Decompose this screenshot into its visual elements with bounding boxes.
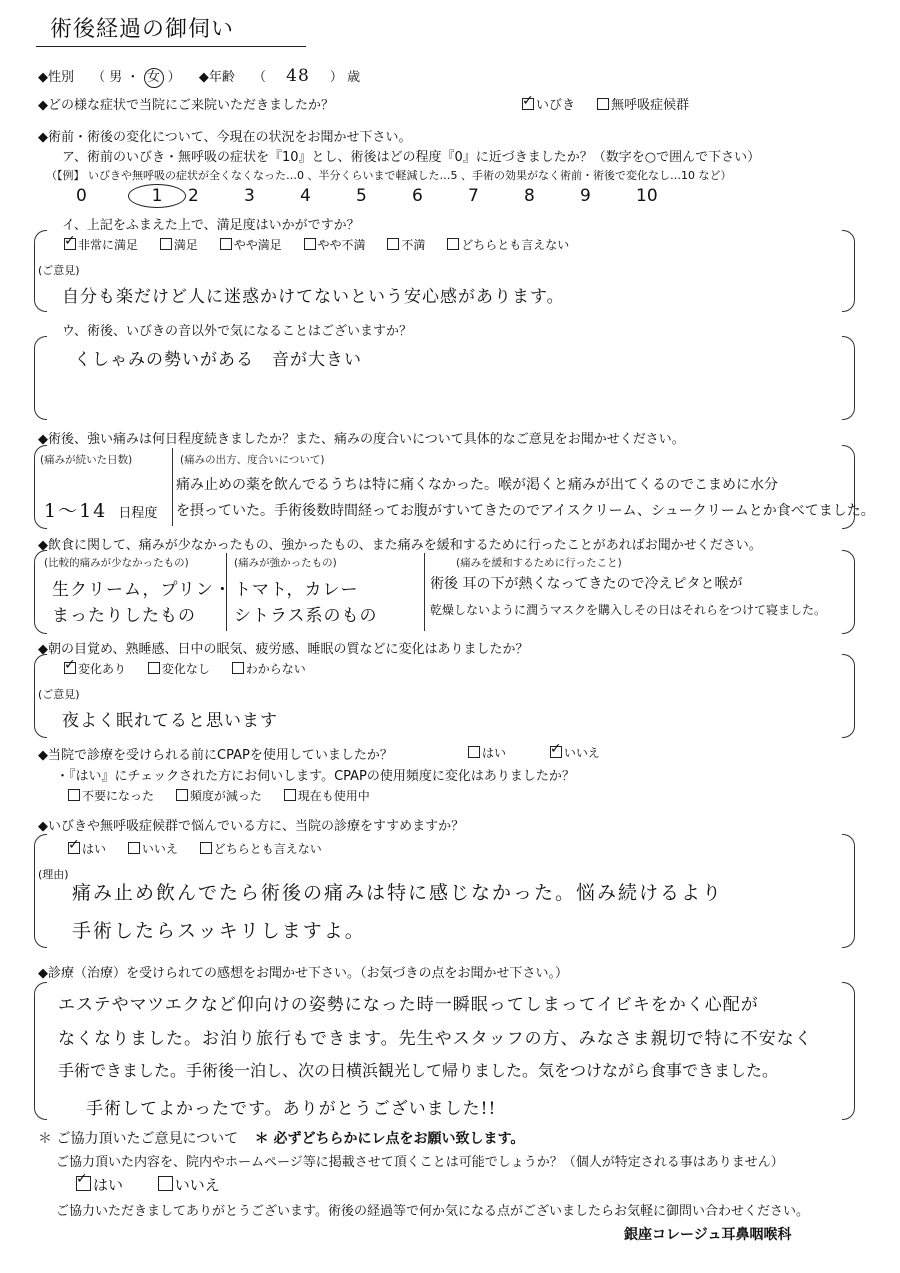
title-underline: [36, 46, 306, 47]
checkbox-somewhat-dissatisfied[interactable]: [304, 238, 316, 250]
change-question: ◆術前・術後の変化について、今現在の状況をお聞かせ下さい。: [38, 130, 412, 145]
age-label: ◆年齢: [198, 70, 235, 85]
footer-thanks: ご協力いただきましてありがとうございます。術後の経過等で何か気になる点がございましたらお気軽に御問い合わせください。: [56, 1204, 809, 1219]
recommend-reason-2[interactable]: 手術したらスッキリしますよ。: [72, 920, 366, 942]
impression-question: ◆診療（治療）を受けられての感想をお聞かせ下さい。（お気づきの点をお聞かせ下さい。）: [38, 966, 568, 981]
impression-line-2[interactable]: なくなりました。お泊り旅行もできます。先生やスタッフの方、みなさま親切で特に不安なく: [58, 1029, 813, 1049]
scale-3[interactable]: 3: [244, 186, 255, 206]
pain-days-unit: 日程度: [118, 506, 158, 521]
checkbox-ibiki[interactable]: [522, 98, 534, 110]
improvement-scale[interactable]: [76, 184, 692, 208]
sex-label: ◆性別: [38, 70, 74, 85]
checkbox-satisfied[interactable]: [160, 238, 172, 250]
checkbox-still-using[interactable]: [284, 789, 296, 801]
recommend-reason-1[interactable]: 痛み止め飲んでたら術後の痛みは特に感じなかった。悩み続けるより: [72, 882, 724, 904]
food-divider-2: [424, 553, 425, 631]
pain-detail-1[interactable]: 痛み止めの薬を飲んでるうちは特に痛くなかった。喉が渇くと痛みが出てくるのでこまめに水分: [176, 477, 778, 493]
morning-question: ◆朝の目覚め、熟睡感、日中の眠気、疲労感、睡眠の質などに変化はありましたか？: [38, 642, 529, 657]
pain-days-label: (痛みが続いた日数): [40, 454, 133, 466]
checkbox-changed[interactable]: [64, 662, 76, 674]
sex-row: ◆性別 （ 男 ・ 女 ） ◆年齢 （ 48 ） 歳: [38, 66, 361, 86]
footer-note-2: ＊ 必ずどちらかにレ点をお願い致します。: [254, 1131, 525, 1147]
impression-line-4[interactable]: 手術してよかったです。ありがとうございました!!: [86, 1099, 497, 1119]
checkbox-cpap-yes[interactable]: [468, 746, 480, 758]
food-col1-line1[interactable]: 生クリーム，プリン・: [52, 580, 232, 600]
option-apnea: 無呼吸症候群: [611, 98, 690, 113]
scale-0[interactable]: 0: [76, 186, 87, 206]
recommend-box-right: [842, 834, 855, 948]
impression-line-1[interactable]: エステやマツエクなど仰向けの姿勢になった時一瞬眠ってしまってイビキをかく心配が: [58, 995, 759, 1015]
food-box-right: [842, 550, 855, 634]
scale-1[interactable]: 1: [132, 184, 188, 208]
checkbox-consent-no[interactable]: [158, 1176, 173, 1191]
scale-7[interactable]: 7: [468, 186, 479, 206]
symptom-question: ◆どの様な症状で当院にご来院いただきましたか？: [38, 98, 334, 113]
food-col2-label: (痛みが強かったもの): [234, 557, 337, 569]
scale-10[interactable]: 10: [636, 186, 658, 206]
other-box-right: [842, 336, 855, 420]
food-col3-label: (痛みを緩和するために行ったこと): [456, 557, 622, 569]
pain-days: [44, 496, 157, 523]
pain-detail-label: (痛みの出方、度合いについて): [180, 454, 325, 466]
satisfaction-opinion[interactable]: 自分も楽だけど人に迷惑かけてないという安心感があります。: [62, 287, 565, 307]
impression-line-3[interactable]: 手術できました。手術後一泊し、次の日横浜観光して帰りました。気をつけながら食事できました。: [58, 1061, 779, 1080]
cpap-sub-options: 不要になった 頻度が減った 現在も使用中: [68, 787, 388, 804]
other-box-left: [34, 336, 47, 420]
impression-box-left: [34, 982, 47, 1120]
other-question: ウ、術後、いびきの音以外で気になることはございますか？: [62, 324, 412, 339]
satisfaction-options: ✓非常に満足 満足 やや満足 やや不満 不満 どちらとも言えない: [64, 236, 587, 253]
checkbox-cpap-no[interactable]: [550, 746, 562, 758]
cpap-options: はい ✓ いいえ: [468, 744, 618, 761]
satisfaction-box-right: [842, 230, 855, 312]
change-example: （【例】 いびきや無呼吸の症状が全くなくなった…0 、半分くらいまで軽減した…5 、手術の効果がなく術前・術後で変化なし…10 など）: [46, 169, 732, 182]
checkbox-apnea[interactable]: [597, 98, 609, 110]
food-col2-line2[interactable]: シトラス系のもの: [234, 606, 378, 626]
scale-8[interactable]: 8: [524, 186, 535, 206]
age-unit: 歳: [347, 70, 361, 85]
recommend-box-left: [34, 834, 47, 948]
food-col1-line2[interactable]: まったりしたもの: [52, 606, 196, 626]
scale-2[interactable]: 2: [188, 186, 199, 206]
checkbox-no-longer-needed[interactable]: [68, 789, 80, 801]
scale-4[interactable]: 4: [300, 186, 311, 206]
recommend-reason-label: (理由): [38, 868, 69, 881]
checkbox-recommend-yes[interactable]: [68, 842, 80, 854]
food-col3-line1[interactable]: 術後 耳の下が熱くなってきたので冷えピタと喉が: [430, 576, 743, 592]
footer-notes: [38, 1128, 524, 1148]
recommend-options: ✓はい いいえ どちらとも言えない: [68, 840, 340, 857]
morning-opinion-label: (ご意見): [38, 688, 80, 701]
pain-question: ◆術後、強い痛みは何日程度続きましたか？また、痛みの度合いについて具体的なご意見をお聞かせください。: [38, 432, 685, 447]
age-value[interactable]: 48: [286, 66, 310, 86]
food-col3-line2[interactable]: 乾燥しないように潤うマスクを購入しその日はそれらをつけて寝ました。: [430, 603, 827, 617]
food-col2-line1[interactable]: トマト，カレー: [234, 580, 359, 600]
food-col1-label: (比較的痛みが少なかったもの): [44, 557, 189, 569]
pain-detail-2[interactable]: を摂っていた。手術後数時間経ってお腹がすいてきたのでアイスクリーム、シュークリームとか食べてました。: [176, 503, 875, 519]
change-sub-a: ア、術前のいびき・無呼吸の症状を『10』とし、術後はどの程度『0』に近づきましたか？（数字を○で囲んで下さい）: [62, 150, 761, 165]
cpap-sub-question: ・『はい』にチェックされた方にお伺いします。CPAPの使用頻度に変化はありましたか？: [56, 769, 575, 784]
recommend-question: ◆いびきや無呼吸症候群で悩んでいる方に、当院の診療をすすめますか？: [38, 819, 465, 834]
checkbox-less-frequent[interactable]: [176, 789, 188, 801]
clinic-name: 銀座コレージュ耳鼻咽喉科: [624, 1227, 792, 1243]
checkbox-very-satisfied[interactable]: [64, 238, 76, 250]
cpap-question: ◆当院で診療を受けられる前にCPAPを使用していましたか？: [38, 748, 393, 763]
pain-divider: [172, 448, 173, 526]
satisfaction-question: イ、上記をふまえた上で、満足度はいかがですか？: [62, 218, 360, 233]
checkbox-dissatisfied[interactable]: [387, 238, 399, 250]
food-question: ◆飲食に関して、痛みが少なかったもの、強かったもの、また痛みを緩和するために行ったことがあればお聞かせください。: [38, 538, 762, 553]
checkbox-neither[interactable]: [447, 238, 459, 250]
morning-options: ✓変化あり 変化なし わからない: [64, 660, 324, 677]
satisfaction-opinion-label: (ご意見): [38, 264, 80, 277]
symptom-options: [522, 94, 707, 113]
checkbox-consent-yes[interactable]: [76, 1176, 91, 1191]
pain-days-value[interactable]: 1〜14: [44, 500, 108, 522]
checkbox-recommend-no[interactable]: [128, 842, 140, 854]
scale-9[interactable]: 9: [580, 186, 591, 206]
sex-value: （ 男 ・ 女 ）: [92, 70, 181, 85]
footer-consent: ご協力頂いた内容を、院内やホームページ等に掲載させて頂くことは可能でしょうか？（個人が特定される事はありません）: [56, 1155, 784, 1170]
checkbox-recommend-neither[interactable]: [200, 842, 212, 854]
page-title: 術後経過の御伺い: [50, 17, 235, 42]
morning-box-right: [842, 654, 855, 738]
footer-consent-options: ✓はい いいえ: [76, 1174, 238, 1195]
morning-opinion[interactable]: 夜よく眠れてると思います: [62, 711, 278, 731]
other-answer[interactable]: くしゃみの勢いがある 音が大きい: [74, 350, 362, 370]
scale-6[interactable]: 6: [412, 186, 423, 206]
checkbox-somewhat-satisfied[interactable]: [220, 238, 232, 250]
checkbox-unchanged[interactable]: [148, 662, 160, 674]
sex-selected[interactable]: 女: [144, 68, 164, 88]
option-ibiki: いびき: [536, 98, 576, 113]
footer-note-1: ＊ ご協力頂いたご意見について: [38, 1131, 239, 1147]
scale-5[interactable]: 5: [356, 186, 367, 206]
impression-box-right: [842, 982, 855, 1120]
checkbox-unknown[interactable]: [232, 662, 244, 674]
